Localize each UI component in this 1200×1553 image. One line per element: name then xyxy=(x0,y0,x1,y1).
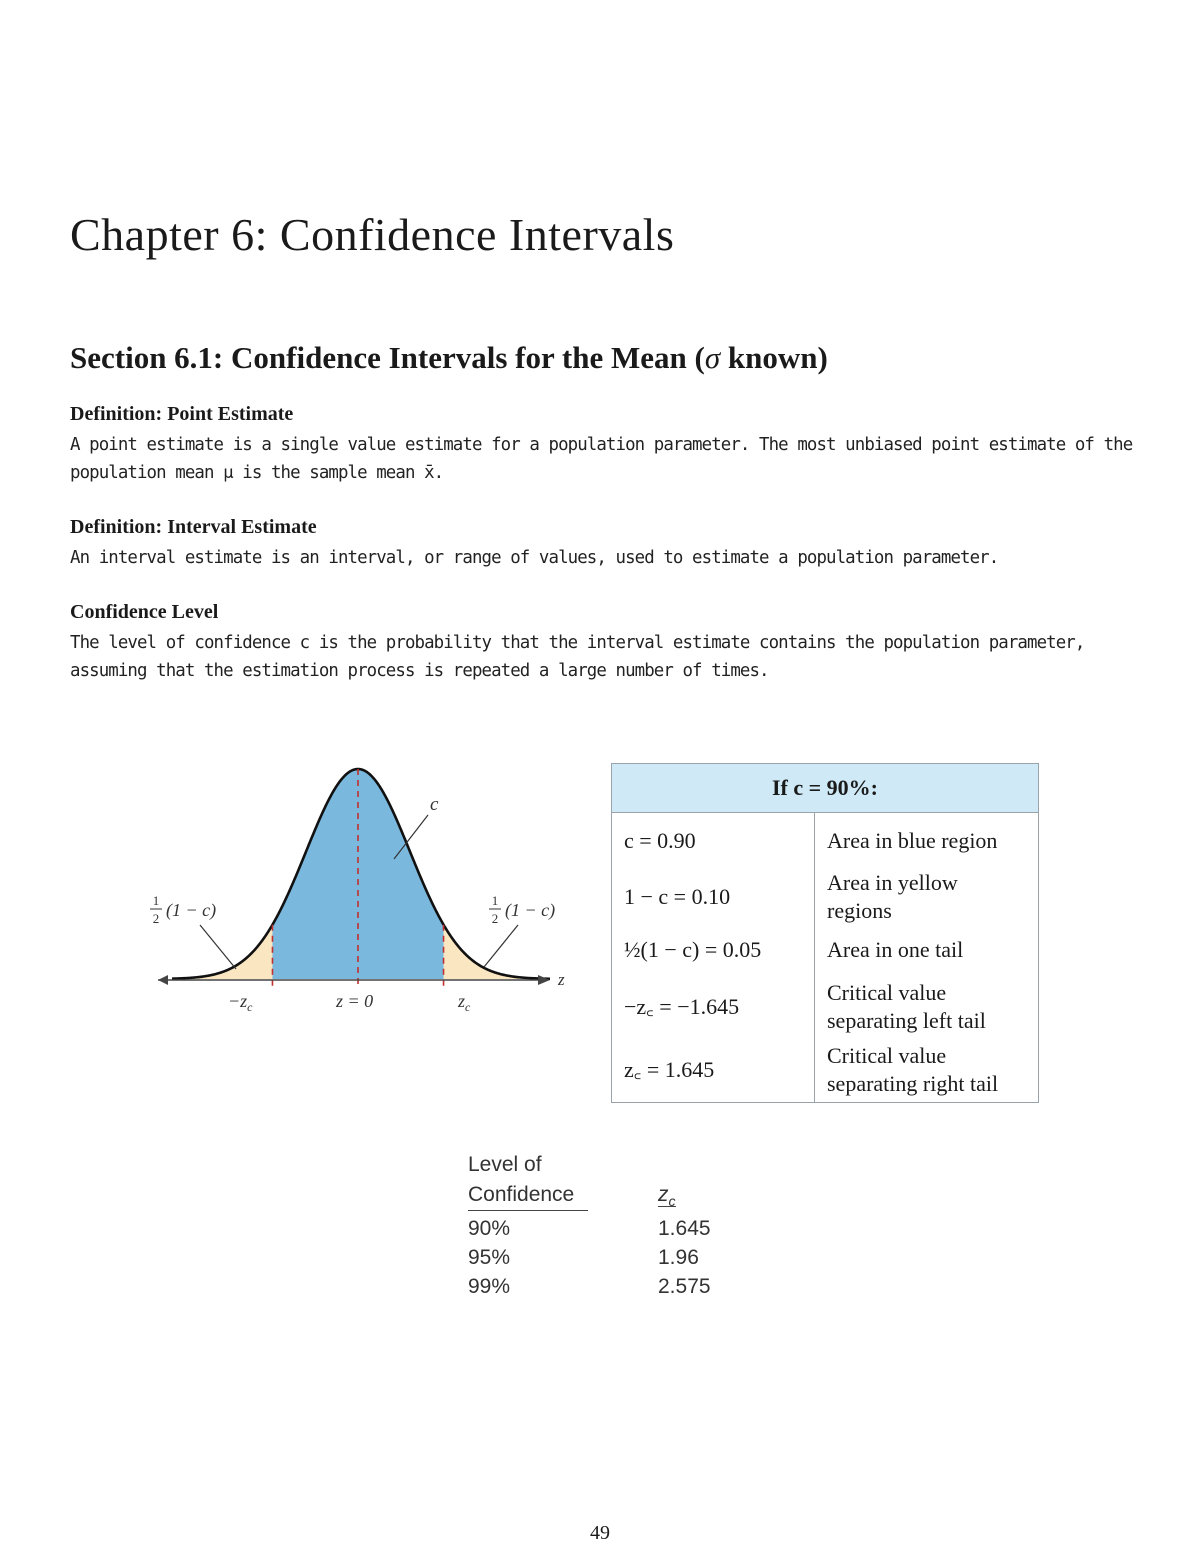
table-row-level: 95% xyxy=(468,1246,511,1269)
right-tail-pointer xyxy=(484,925,518,967)
table-cell-description: Area in yellow regions xyxy=(827,869,958,923)
interval-estimate-body: An interval estimate is an interval, or range of values, used to estimate a population parameter. xyxy=(70,548,999,568)
critical-values-header-z: $z_c$ xyxy=(658,1183,676,1210)
table-cell-formula: ½(1 − c) = 0.05 xyxy=(612,925,815,975)
interval-estimate-heading: Definition: Interval Estimate xyxy=(70,516,317,538)
table-row-level: 90% xyxy=(468,1217,511,1240)
axis-arrow-right xyxy=(538,975,550,985)
chapter-title: Chapter 6: Confidence Intervals xyxy=(70,209,675,260)
table-cell-description: Critical value separating right tail xyxy=(827,1043,999,1097)
table-cell-formula: z꜀ = 1.645 xyxy=(612,1039,815,1103)
normal-curve-figure xyxy=(140,755,580,1030)
confidence-level-body: The level of confidence c is the probability that the interval estimate contains the population parameter, assuming that the estimation process is repeated a large number of times. xyxy=(70,633,1085,681)
table-row-z: 2.575 xyxy=(658,1275,711,1298)
section-title-main: Section 6.1: Confidence Intervals for the Mean ( xyxy=(70,340,705,375)
table-row xyxy=(612,869,1039,925)
sigma-symbol: σ xyxy=(704,340,721,375)
svg-text:2: 2 xyxy=(491,911,499,926)
table-cell-description: Area in blue region xyxy=(827,827,998,853)
table-cell-formula: c = 0.90 xyxy=(612,813,815,869)
section-title-end: known) xyxy=(720,340,828,375)
page-number: 49 xyxy=(590,1522,610,1544)
svg-text:2: 2 xyxy=(152,911,160,926)
svg-text:1: 1 xyxy=(152,893,160,908)
table-row-z: 1.96 xyxy=(658,1246,699,1269)
confidence-example-table xyxy=(611,763,1039,1103)
table-cell-formula: −z꜀ = −1.645 xyxy=(612,975,815,1039)
table-cell-description: Area in one tail xyxy=(827,936,964,962)
axis-label-z: z xyxy=(558,970,565,989)
center-area-label: c xyxy=(430,794,439,815)
critical-values-levels xyxy=(468,1214,588,1301)
svg-text:(1 − c): (1 − c) xyxy=(166,900,217,920)
table-row xyxy=(612,975,1039,1039)
point-estimate-heading: Definition: Point Estimate xyxy=(70,403,294,425)
right-tail-label xyxy=(489,893,555,926)
svg-text:(1 − c): (1 − c) xyxy=(505,900,556,920)
table-row-level: 99% xyxy=(468,1275,511,1298)
axis-arrow-left xyxy=(158,975,168,985)
point-estimate-body: A point estimate is a single value estimate for a population parameter. The most unbiased point estimate of the population mean μ is the sample mean x̄. xyxy=(70,435,1133,483)
tick-label-center: z = 0 xyxy=(336,991,374,1011)
table-cell-formula: 1 − c = 0.10 xyxy=(612,869,815,925)
table-cell-description: Critical value separating left tail xyxy=(827,979,986,1033)
tick-label-left: $-z_c$ xyxy=(228,991,253,1014)
table-row xyxy=(612,925,1039,975)
table-row xyxy=(612,813,1039,869)
tick-label-right: $z_c$ xyxy=(458,991,471,1014)
table-row-z: 1.645 xyxy=(658,1217,711,1240)
svg-text:1: 1 xyxy=(491,893,499,908)
critical-values-header-level: Level of Confidence xyxy=(468,1150,588,1211)
confidence-level-heading: Confidence Level xyxy=(70,601,219,623)
section-title xyxy=(70,340,828,376)
left-tail-pointer xyxy=(200,925,236,969)
table-row xyxy=(612,1039,1039,1103)
confidence-example-header: If c = 90%: xyxy=(612,764,1039,813)
left-tail-label xyxy=(150,893,216,926)
critical-values-z xyxy=(658,1214,738,1301)
